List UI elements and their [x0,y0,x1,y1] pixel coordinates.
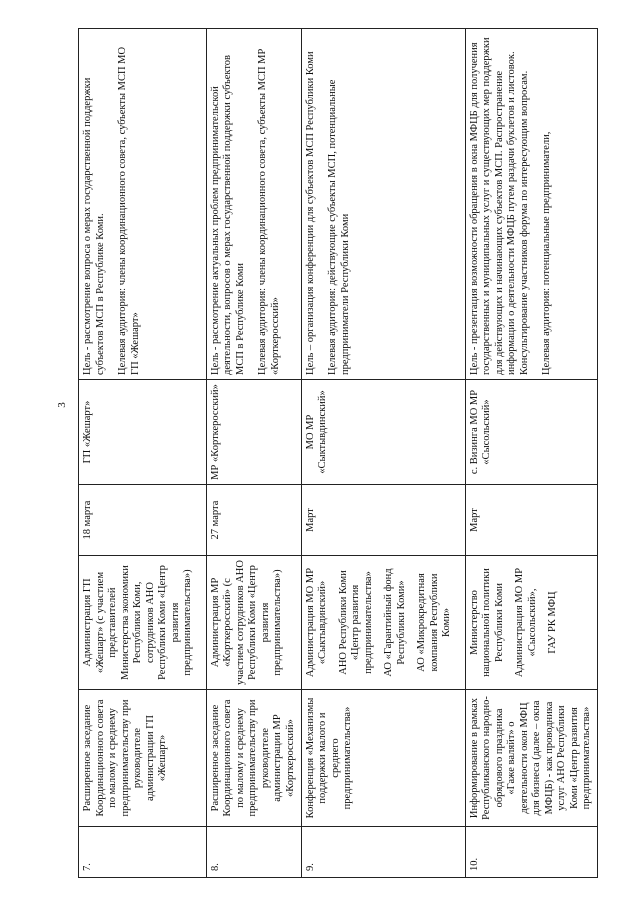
organizer-line: АО «Гарантийный фонд Республики Коми» [383,568,407,677]
event-name: Конференция «Механизмы поддержки малого и среднего предпринимательства» [301,690,465,827]
events-table [78,28,598,878]
row-number: 7. [79,827,207,878]
organizer-line: Администрация ГП «Жешарт» (с участием представителей Министерства экономики Республики Коми, сотрудников АНО Республики Коми «Центр развития предпринимательства») [82,565,193,680]
goal-text: Цель - рассмотрение вопроса о мерах государственной поддержки субъектов МСП в Республике Коми. [82,77,106,375]
event-goal [301,29,465,380]
organizer-line: АНО Республики Коми «Центр развития предпринимательства» [337,570,374,675]
event-date: Март [301,485,465,556]
goal-text: Цель - рассмотрение актуальных проблем предпринимательской деятельности, вопросов о мерах государственной поддержки субъектов МСП в Республике Коми [209,55,246,375]
event-place: МР «Корткеросский» [206,380,301,485]
event-date: 27 марта [206,485,301,556]
row-number: 8. [206,827,301,878]
rotated-table-wrapper [78,28,592,878]
audience-text: Целевая аудитория: члены координационного совета, субъекты МСП МР «Корткеросский» [257,48,281,375]
row-number: 10. [465,827,597,878]
event-name: Информирование в рамках Республиканского народно-обрядового праздника «Гаже валяйт» о деятельности окон МФЦ для бизнеса (далее – окна МФЦБ) - как проводника услуг АНО Республики Коми «Центр развития предпринимательства» [465,690,597,827]
event-name: Расширенное заседание Координационного совета по малому и среднему предпринимательству при руководителе администрации МР «Корткеросский» [206,690,301,827]
goal-text: Цель - презентация возможности обращения в окна МФЦБ для получения государственных и муниципальных услуг и существующих мер поддержки для действующих и начинающих субъектов МСП. Распространение информации о деятельности МФЦБ путем раздачи буклетов и листовок. Консультирование участников форума по интересующим вопросам. [468,37,530,375]
event-date: Март [465,485,597,556]
goal-text: Цель – организация конференции для субъектов МСП Республики Коми [304,51,316,375]
organizers [465,556,597,690]
organizer-line: Министерство национальной политики Республики Коми [468,568,505,677]
organizer-line: Администрация МО МР «Сыктывдинский» [304,567,328,678]
audience-text: Целевая аудитория: члены координационного совета, субъекты МСП МО ГП «Жешарт» [117,46,141,375]
page-number: 3 [56,402,68,408]
organizers [206,556,301,690]
row-number: 9. [301,827,465,878]
event-place: МО МР «Сыктывдинский» [301,380,465,485]
table-row [79,29,207,878]
audience-text: Целевая аудитория: потенциальные предприниматели, [541,131,552,375]
event-name: Расширенное заседание Координационного совета по малому и среднему предпринимательству при руководителе администрации ГП «Жешарт» [79,690,207,827]
organizer-line: Администрация МО МР «Сысольский», [514,567,538,678]
table-row [465,29,597,878]
organizers [79,556,207,690]
event-goal [465,29,597,380]
event-date: 18 марта [79,485,207,556]
table-row [301,29,465,878]
organizer-line: Администрация МР «Корткеросский» (с участием сотрудников АНО Республики Коми «Центр развития предпринимательства») [209,560,283,685]
organizer-line: ГАУ РК МФЦ [547,591,558,654]
table-row [206,29,301,878]
event-goal [206,29,301,380]
event-place: с. Визинга МО МР «Сысольский» [465,380,597,485]
organizers [301,556,465,690]
event-place: ГП «Жешарт» [79,380,207,485]
event-goal [79,29,207,380]
organizer-line: АО «Микрокредитная компания Республики Коми» [416,573,452,672]
audience-text: Целевая аудитория: действующие субъекты МСП, потенциальные предприниматели Республики Коми [327,79,351,375]
